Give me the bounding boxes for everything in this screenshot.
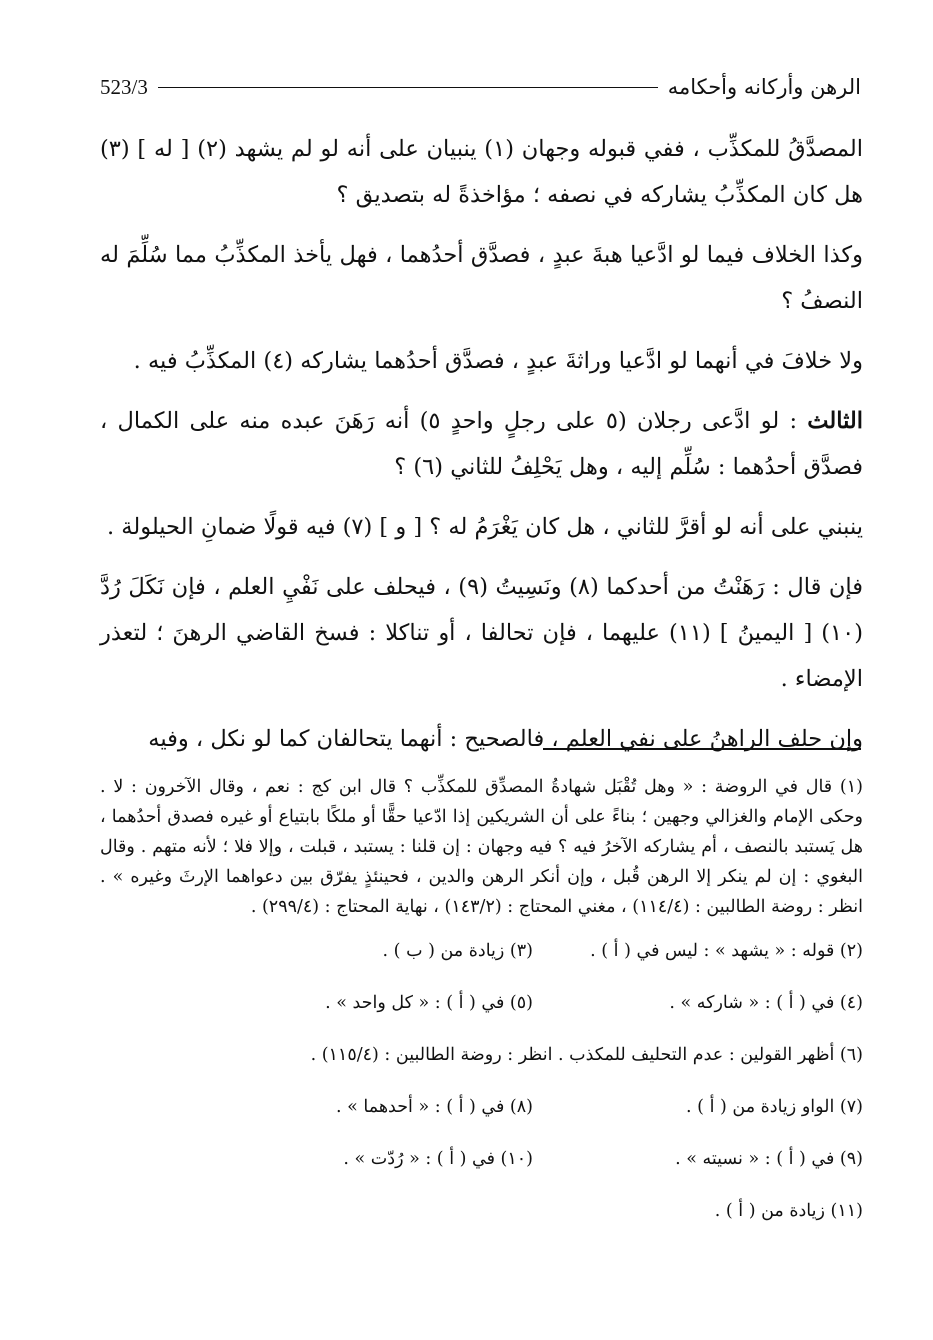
paragraph-text: ولا خلافَ في أنهما لو ادَّعيا وراثةَ عبدٍ ، فصدَّق أحدُهما يشاركه (٤) المكذِّبُ فيه .: [133, 348, 863, 374]
paragraph: [100, 564, 863, 702]
paragraph-text: : لو ادَّعى رجلان (٥ على رجلٍ واحدٍ ٥) أنه رَهَنَ عبده منه على الكمال ، فصدَّق أحدُهما : سُلِّم إليه ، وهل يَحْلِفُ للثاني (٦) ؟: [100, 408, 863, 480]
footnote-4: (٤) في ( أ ) : « شاركه » .: [669, 993, 863, 1013]
paragraph-text: المصدَّقُ للمكذِّب ، ففي قبوله وجهان (١) ينبيان على أنه لو لم يشهد (٢) [ له ] (٣) هل كان المكذِّبُ يشاركه في نصفه ؛ مؤاخذةً له بتصديق ؟: [100, 136, 863, 208]
paragraph-text: فإن قال : رَهَنْتُ من أحدكما (٨) ونَسِيتُ (٩) ، فيحلف على نَفْيِ العلم ، فإن نَكَلَ رُدَّ (١٠) [ اليمينُ ] (١١) عليهما ، فإن تحالفا ، أو تناكلا : فسخ القاضي الرهنَ ؛ لتعذر الإمضاء .: [100, 574, 864, 692]
footnote-5: (٥) في ( أ ) : « كل واحد » .: [325, 993, 533, 1013]
paragraph: [100, 126, 863, 218]
footnote-row: [100, 1092, 863, 1122]
footnote-8: (٨) في ( أ ) : « أحدهما » .: [335, 1097, 533, 1117]
footnote-7: (٧) الواو زيادة من ( أ ) .: [686, 1097, 863, 1117]
footnote-3: (٣) زيادة من ( ب ) .: [382, 941, 533, 961]
footnote-row: [100, 988, 863, 1018]
paragraph-text: ينبني على أنه لو أقرَّ للثاني ، هل كان يَغْرَمُ له ؟ [ و ] (٧) فيه قولًا ضمانِ الحيلولة .: [106, 514, 863, 540]
paragraph-text: وكذا الخلاف فيما لو ادَّعيا هبةَ عبدٍ ، فصدَّق أحدُهما ، فهل يأخذ المكذِّبُ مما سُلِّمَ له النصفُ ؟: [100, 242, 863, 314]
paragraph: [100, 504, 863, 550]
footnote-row: [100, 936, 863, 966]
paragraph: [100, 716, 863, 762]
footnote-6: (٦) أظهر القولين : عدم التحليف للمكذب . انظر : روضة الطالبين : (١١٥/٤) .: [310, 1045, 863, 1065]
footnote-10: (١٠) في ( أ ) : « رُدّت » .: [343, 1149, 533, 1169]
running-header: [100, 70, 861, 104]
page-number: 523/3: [100, 74, 148, 99]
footnotes: [100, 772, 863, 1248]
footnote-separator: [543, 748, 861, 750]
paragraph: [100, 232, 863, 324]
paragraph: [100, 398, 863, 490]
footnote-row: [100, 1144, 863, 1174]
footnote-2: (٢) قوله : « يشهد » : ليس في ( أ ) .: [590, 941, 863, 961]
footnote-1: (١) قال في الروضة : « وهل تُقْبَل شهادةُ المصدِّق للمكذِّب ؟ قال ابن كج : نعم ، وقال الآخرون : لا . وحكى الإمام والغزالي وجهين ؛ بناءً على أن الشريكين إذا ادّعيا حقًّا أو ملكًا بابتياع أو غيره فصدق أحدُهما ، هل يَستبد بالنصف ، أم يشاركه الآخرُ فيه ؟ فيه وجهان : إن قلنا : يستبد ، قبلت ، وإلا فلا ؛ لأنه متهم . وقال البغوي : إن لم ينكر إلا الرهن قُبل ، وإن أنكر الرهن والدين ، فحينئذٍ يفرّق بين دعواهما الإرثَ وغيره » . انظر : روضة الطالبين : (١١٤/٤) ، مغني المحتاج : (١٤٣/٢) ، نهاية المحتاج : (٢٩٩/٤) .: [100, 777, 863, 917]
section-lead-word: الثالث: [807, 408, 863, 434]
footnote-11: (١١) زيادة من ( أ ) .: [714, 1201, 863, 1221]
main-text: [100, 126, 863, 776]
header-rule: [158, 87, 658, 88]
footnote-9: (٩) في ( أ ) : « نسيته » .: [675, 1149, 863, 1169]
running-title: الرهن وأركانه وأحكامه: [667, 75, 861, 99]
paragraph-text: وإن حلف الراهنُ على نفي العلم ، فالصحيح : أنهما يتحالفان كما لو نكل ، وفيه: [148, 726, 863, 752]
paragraph: [100, 338, 863, 384]
